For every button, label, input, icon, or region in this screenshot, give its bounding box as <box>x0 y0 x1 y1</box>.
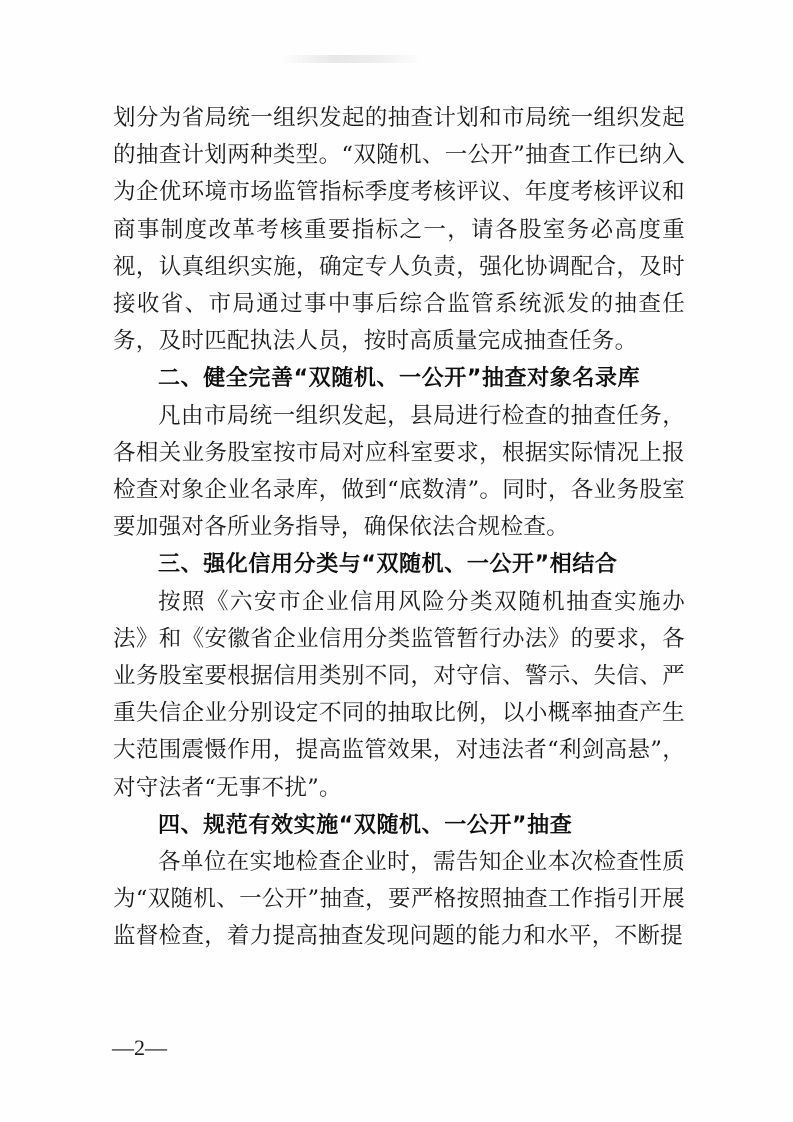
paragraph-continuation: 划分为省局统一组织发起的抽查计划和市局统一组织发起的抽查计划两种类型。“双随机、一公开”抽查工作已纳入为企优环境市场监管指标季度考核评议、年度考核评议和商事制度改革考核重要指标之一，请各股室务必高度重视，认真组织实施，确定专人负责，强化协调配合，及时接收省、市局通过事中事后综合监管系统派发的抽查任务，及时匹配执法人员，按时高质量完成抽查任务。 <box>113 105 685 355</box>
paragraph-section-3: 按照《六安市企业信用风险分类双随机抽查实施办法》和《安徽省企业信用分类监管暂行办法》的要求，各业务股室要根据信用类别不同，对守信、警示、失信、严重失信企业分别设定不同的抽取比例，以小概率抽查产生大范围震慑作用，提高监管效果，对违法者“利剑高悬”，对守法者“无事不扰”。 <box>113 588 685 801</box>
document-body <box>113 100 685 956</box>
scan-artifact <box>280 55 420 63</box>
paragraph-section-4: 各单位在实地检查企业时，需告知企业本次检查性质为“双随机、一公开”抽查，要严格按照抽查工作指引开展监督检查，着力提高抽查发现问题的能力和水平，不断提 <box>113 849 685 950</box>
section-heading-3: 三、强化信用分类与“双随机、一公开”相结合 <box>158 552 618 578</box>
page-number: —2— <box>112 1035 167 1060</box>
section-heading-4: 四、规范有效实施“双随机、一公开”抽查 <box>158 812 573 838</box>
section-heading-2: 二、健全完善“双随机、一公开”抽查对象名录库 <box>158 366 641 392</box>
paragraph-section-2: 凡由市局统一组织发起，县局进行检查的抽查任务，各相关业务股室按市局对应科室要求，根据实际情况上报检查对象企业名录库，做到“底数清”。同时，各业务股室要加强对各所业务指导，确保依法合规检查。 <box>113 402 685 541</box>
